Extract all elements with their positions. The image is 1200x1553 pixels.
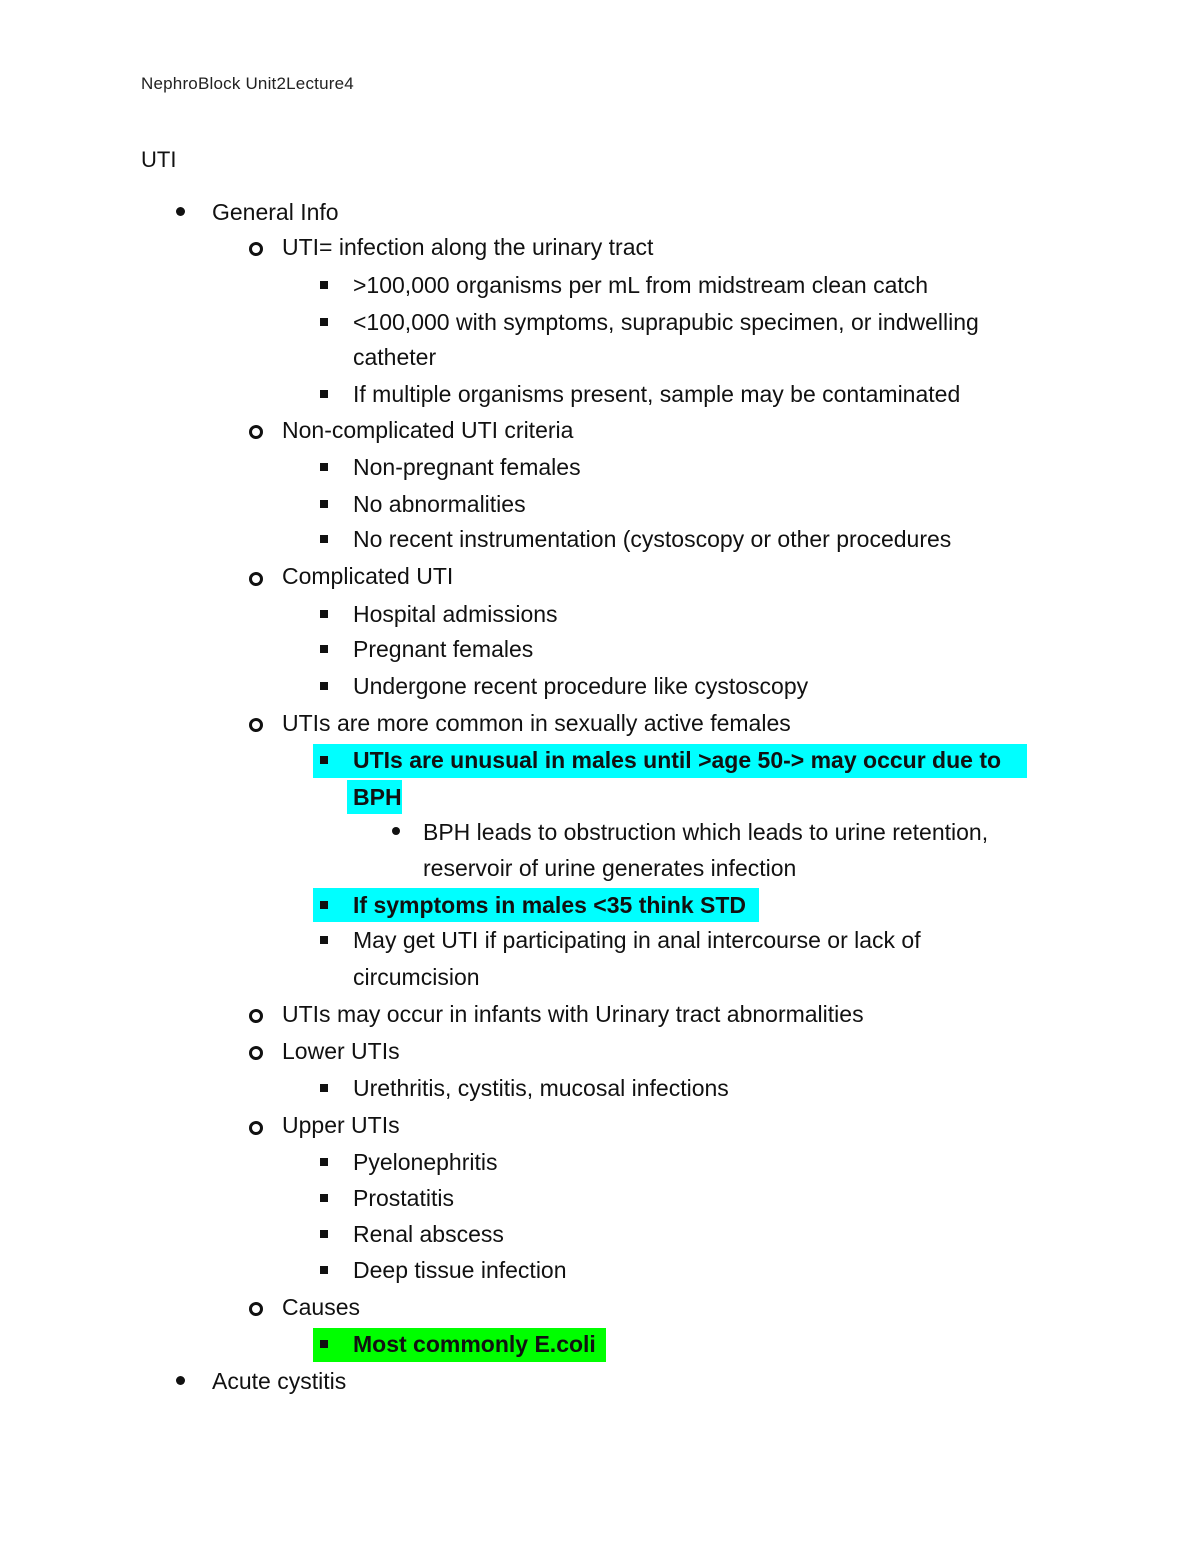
list-item: Undergone recent procedure like cystoscopy [353, 673, 809, 699]
bullet-square-icon [320, 500, 328, 508]
list-item: UTIs are more common in sexually active females [282, 710, 791, 736]
list-item: Pyelonephritis [353, 1149, 498, 1175]
list-item-continuation: reservoir of urine generates infection [423, 855, 797, 881]
bullet-disc-icon [392, 827, 400, 835]
bullet-ring-icon [249, 1046, 263, 1060]
list-item: Hospital admissions [353, 601, 558, 627]
bullet-disc-icon [176, 1376, 185, 1385]
bullet-square-icon [320, 1158, 328, 1166]
list-item: >100,000 organisms per mL from midstream clean catch [353, 272, 929, 298]
list-item: Non-pregnant females [353, 454, 581, 480]
bullet-ring-icon [249, 1302, 263, 1316]
list-item-highlighted: UTIs are unusual in males until >age 50-> may occur due to [353, 747, 1002, 773]
list-item-continuation: catheter [353, 344, 437, 370]
bullet-ring-icon [249, 242, 263, 256]
bullet-square-icon [320, 936, 328, 944]
bullet-square-icon [320, 682, 328, 690]
list-item: UTIs may occur in infants with Urinary tract abnormalities [282, 1001, 864, 1027]
bullet-ring-icon [249, 1009, 263, 1023]
list-item: Upper UTIs [282, 1112, 400, 1138]
list-item-acute-cystitis: Acute cystitis [212, 1368, 347, 1394]
list-item: Non-complicated UTI criteria [282, 417, 574, 443]
bullet-square-icon [320, 901, 328, 909]
list-item: If multiple organisms present, sample may be contaminated [353, 381, 961, 407]
list-item: Urethritis, cystitis, mucosal infections [353, 1075, 729, 1101]
bullet-square-icon [320, 1084, 328, 1092]
bullet-square-icon [320, 390, 328, 398]
section-heading: UTI [141, 147, 177, 172]
bullet-ring-icon [249, 1121, 263, 1135]
bullet-disc-icon [176, 207, 185, 216]
list-item: Lower UTIs [282, 1038, 400, 1064]
bullet-square-icon [320, 1340, 328, 1348]
list-item: Causes [282, 1294, 360, 1320]
document-header: NephroBlock Unit2Lecture4 [141, 74, 354, 93]
bullet-square-icon [320, 318, 328, 326]
bullet-ring-icon [249, 572, 263, 586]
list-item: <100,000 with symptoms, suprapubic specimen, or indwelling [353, 309, 979, 335]
list-item: No abnormalities [353, 491, 526, 517]
list-item: Renal abscess [353, 1221, 504, 1247]
bullet-square-icon [320, 1194, 328, 1202]
bullet-square-icon [320, 463, 328, 471]
list-item: Prostatitis [353, 1185, 454, 1211]
list-item: BPH leads to obstruction which leads to urine retention, [423, 819, 989, 845]
bullet-square-icon [320, 1230, 328, 1238]
list-item: May get UTI if participating in anal intercourse or lack of [353, 927, 921, 953]
bullet-square-icon [320, 645, 328, 653]
list-item-highlighted: Most commonly E.coli [353, 1331, 596, 1357]
bullet-square-icon [320, 535, 328, 543]
list-item: Deep tissue infection [353, 1257, 567, 1283]
bullet-square-icon [320, 1266, 328, 1274]
list-item-general-info: General Info [212, 199, 339, 225]
bullet-square-icon [320, 281, 328, 289]
list-item: No recent instrumentation (cystoscopy or other procedures [353, 526, 952, 552]
bullet-ring-icon [249, 425, 263, 439]
list-item: Complicated UTI [282, 563, 454, 589]
list-item-continuation: BPH [353, 784, 402, 810]
list-item-continuation: circumcision [353, 964, 480, 990]
bullet-square-icon [320, 610, 328, 618]
bullet-ring-icon [249, 718, 263, 732]
bullet-square-icon [320, 756, 328, 764]
list-item: Pregnant females [353, 636, 534, 662]
list-item-highlighted: If symptoms in males <35 think STD [353, 892, 747, 918]
list-item: UTI= infection along the urinary tract [282, 234, 654, 260]
